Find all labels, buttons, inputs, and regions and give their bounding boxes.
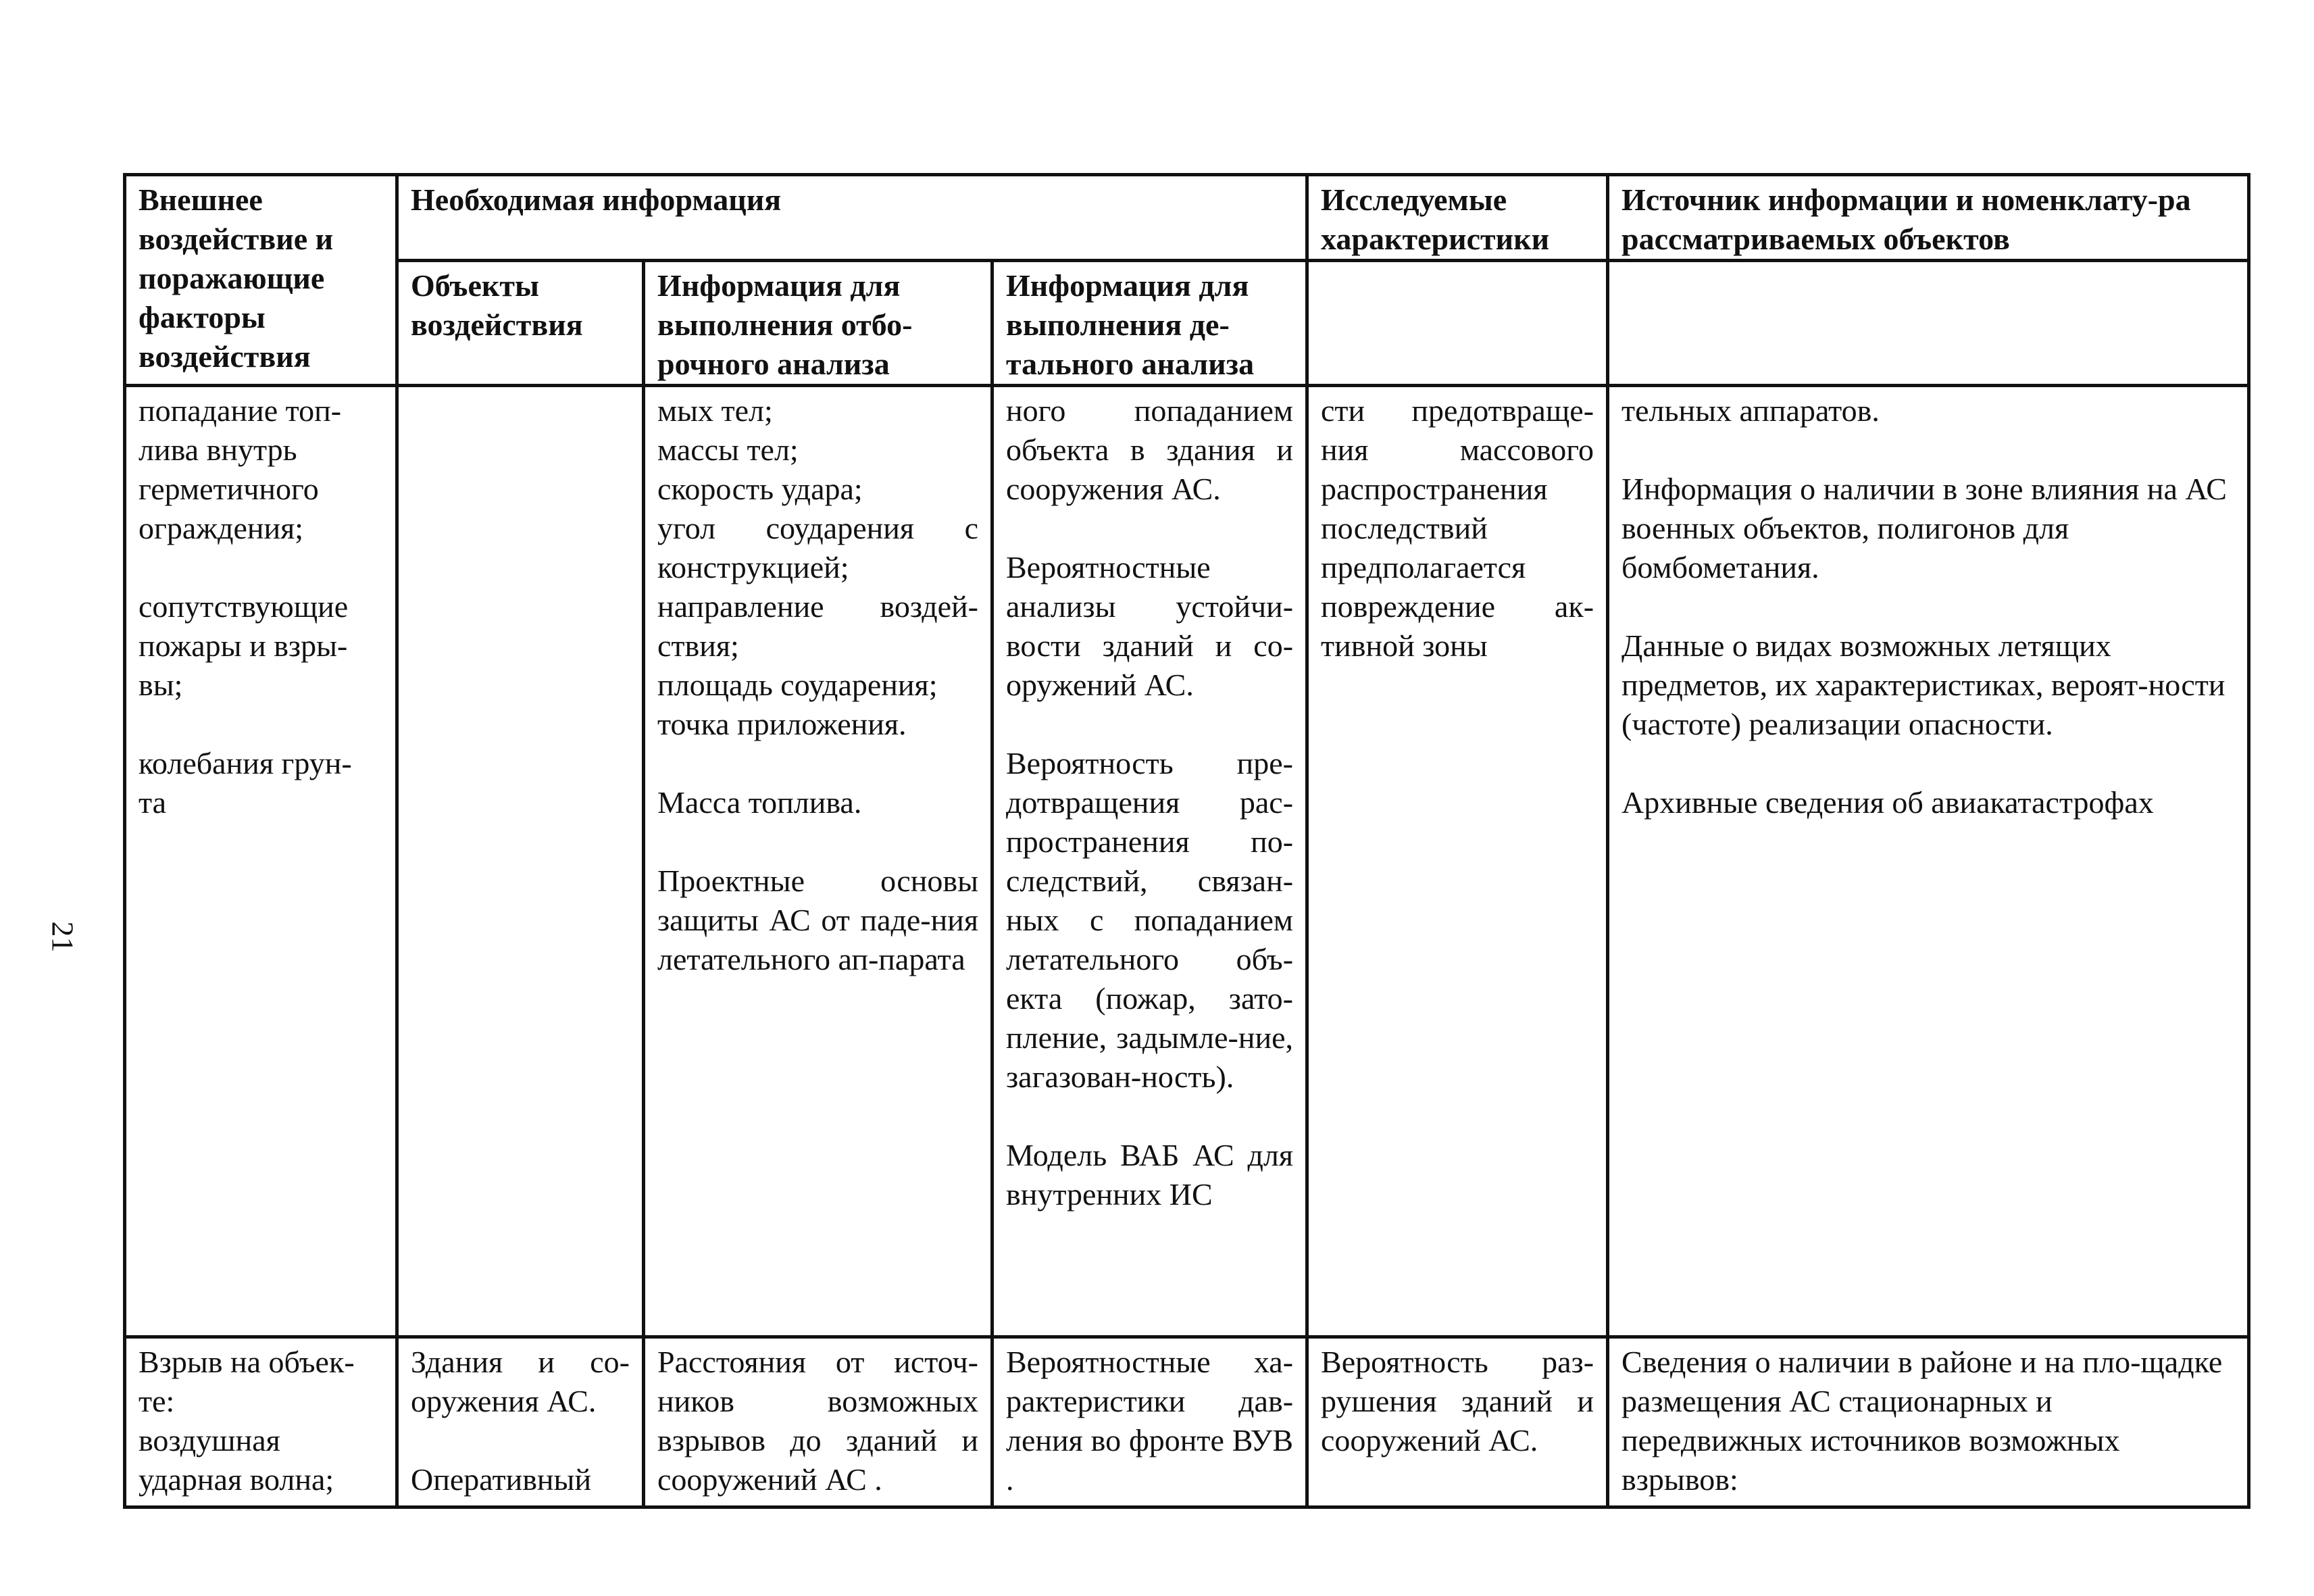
header-required-info: Необходимая информация bbox=[397, 175, 1307, 261]
cell-row1-col3 bbox=[644, 386, 992, 1337]
cell-row1-col1 bbox=[125, 386, 397, 1337]
table-row bbox=[125, 386, 2249, 1337]
requirements-table bbox=[123, 173, 2250, 1509]
row1-col1-p1: попадание топ- лива внутрь герметичного ограждения; bbox=[139, 393, 342, 545]
cell-row1-col6 bbox=[1608, 386, 2249, 1337]
cell-row1-col4 bbox=[992, 386, 1307, 1337]
row2-col3-p1: Расстояния от источ-ников возможных взрывов до зданий и сооружений АС . bbox=[657, 1345, 978, 1497]
cell-row1-col5 bbox=[1307, 386, 1608, 1337]
row1-col6-p4: Архивные сведения об авиакатастрофах bbox=[1621, 785, 2154, 820]
spacer bbox=[1621, 430, 2235, 470]
spacer bbox=[1006, 705, 1293, 744]
row1-col4-p3: Вероятность пре-дотвращения рас-пространения по-следствий, связан-ных с попаданием летательного объ-екта (пожар, зато-пление, задымле-ние, загазован-ность). bbox=[1006, 746, 1294, 1094]
spacer bbox=[1621, 587, 2235, 626]
header-impact-objects: Объекты воздействия bbox=[397, 261, 644, 386]
cell-row2-col6 bbox=[1608, 1337, 2249, 1507]
row2-col6-p1: Сведения о наличии в районе и на пло-щадке размещения АС стационарных и передвижных источников возможных взрывов: bbox=[1621, 1345, 2223, 1497]
row1-col3-p1: мых тел; массы тел; скорость удара; угол соударения с конструкцией; направление воздей-ствия; площадь соударения; точка приложения. bbox=[657, 393, 978, 741]
header-row-1 bbox=[125, 175, 2249, 261]
spacer bbox=[139, 705, 383, 744]
cell-row2-col1: Взрыв на объек- те: воздушная ударная волна; bbox=[125, 1337, 397, 1507]
header-detailed-info: Информация для выполнения де-тального анализа bbox=[992, 261, 1307, 386]
header-external-impact: Внешнее воздействие и поражающие факторы воздействия bbox=[125, 175, 397, 386]
header-screening-info: Информация для выполнения отбо-рочного анализа bbox=[644, 261, 992, 386]
cell-row2-col3 bbox=[644, 1337, 992, 1507]
spacer bbox=[1006, 509, 1293, 548]
row1-col1-p2: сопутствующие пожары и взры- вы; bbox=[139, 589, 349, 702]
header-info-source: Источник информации и номенклату-ра рассматриваемых объектов bbox=[1608, 175, 2249, 261]
row1-col6-p1: тельных аппаратов. bbox=[1621, 393, 1880, 428]
spacer bbox=[411, 1421, 630, 1460]
header-row-2 bbox=[125, 261, 2249, 386]
row2-col5-p1: Вероятность раз-рушения зданий и сооружений АС. bbox=[1321, 1345, 1594, 1457]
row2-col4-p1: Вероятностные ха-рактеристики дав-ления во фронте ВУВ . bbox=[1006, 1345, 1294, 1497]
cell-row2-col2 bbox=[397, 1337, 644, 1507]
cell-row2-col4 bbox=[992, 1337, 1307, 1507]
cell-row2-col5 bbox=[1307, 1337, 1608, 1507]
row1-col4-p1: ного попаданием объекта в здания и сооружения АС. bbox=[1006, 393, 1294, 506]
spacer bbox=[139, 548, 383, 587]
row2-col2-p1: Здания и со-оружения АС. bbox=[411, 1345, 630, 1418]
row1-col4-p2: Вероятностные анализы устойчи-вости зданий и со-оружений АС. bbox=[1006, 550, 1294, 702]
page-number: 21 bbox=[45, 921, 80, 953]
row1-col5-p1: сти предотвраще-ния массового распространения последствий предполагается повреждение ак-тивной зоны bbox=[1321, 393, 1594, 663]
table-row bbox=[125, 1337, 2249, 1507]
spacer bbox=[657, 822, 978, 862]
row1-col1-p3: колебания грун- та bbox=[139, 746, 352, 820]
row1-col6-p2: Информация о наличии в зоне влияния на АС военных объектов, полигонов для бомбометания. bbox=[1621, 472, 2227, 584]
row2-col2-p2: Оперативный bbox=[411, 1462, 592, 1497]
header-studied-characteristics: Исследуемые характеристики bbox=[1307, 175, 1608, 261]
row1-col6-p3: Данные о видах возможных летящих предметов, их характеристиках, вероят-ности (частоте) реализации опасности. bbox=[1621, 628, 2225, 741]
header-empty-5 bbox=[1307, 261, 1608, 386]
spacer bbox=[657, 744, 978, 783]
row1-col3-p2: Масса топлива. bbox=[657, 785, 862, 820]
spacer bbox=[1621, 744, 2235, 783]
row1-col4-p4: Модель ВАБ АС для внутренних ИС bbox=[1006, 1138, 1294, 1212]
row1-col3-p3: Проектные основы защиты АС от паде-ния летательного ап-парата bbox=[657, 864, 978, 976]
cell-row1-col2 bbox=[397, 386, 644, 1337]
header-empty-6 bbox=[1608, 261, 2249, 386]
spacer bbox=[1006, 1097, 1293, 1136]
